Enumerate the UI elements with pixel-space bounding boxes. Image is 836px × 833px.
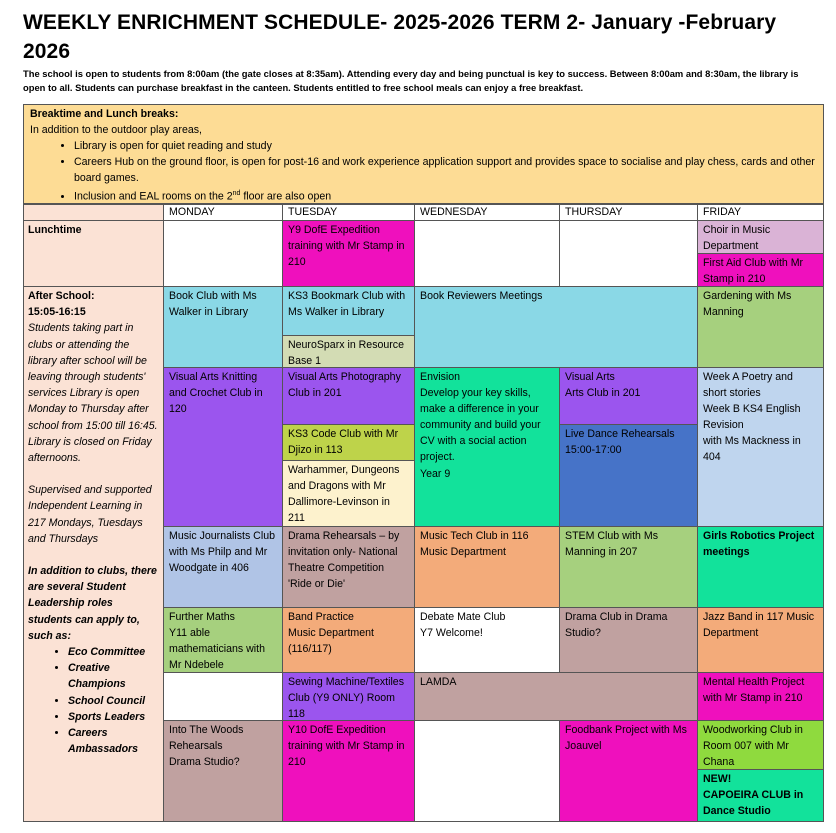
- breaktime-list: [30, 138, 817, 205]
- slot-wed-6: [415, 721, 560, 822]
- slot-tue-1a: KS3 Bookmark Club with Ms Walker in Library: [283, 287, 415, 336]
- slot-mon-3: Music Journalists Club with Ms Philp and Mr Woodgate in 406: [164, 527, 283, 608]
- after-school-note: Students taking part in clubs or attending the library after school will be leaving through students' services Library is open Monday to Thursday after school from 15:00 till 16:45. Library is closed on Friday afternoons.: [28, 322, 158, 465]
- slot-mon-6: Into The Woods Rehearsals Drama Studio?: [164, 721, 283, 822]
- header-blank: [23, 204, 164, 221]
- slot-tue-3: Drama Rehearsals – by invitation only- National Theatre Competition 'Ride or Die': [283, 527, 415, 608]
- slot-fri-6a: Woodworking Club in Room 007 with Mr Chana: [698, 721, 824, 770]
- slot-tue-2c: Warhammer, Dungeons and Dragons with Mr Dallimore-Levinson in 211: [283, 461, 415, 527]
- role-item: • Careers Ambassadors: [68, 725, 158, 757]
- lunch-monday: [164, 221, 283, 287]
- slot-tue-1b: NeuroSparx in Resource Base 1: [283, 336, 415, 368]
- ordinal-suffix: nd: [232, 190, 241, 198]
- slot-tue-6: Y10 DofE Expedition training with Mr Stamp in 210: [283, 721, 415, 822]
- slot-mon-1: Book Club with Ms Walker in Library: [164, 287, 283, 368]
- role-item: • Creative Champions: [68, 660, 158, 692]
- slot-mon-4: Further Maths Y11 able mathematicians with Mr Ndebele: [164, 608, 283, 673]
- role-item: • Sports Leaders: [68, 709, 158, 725]
- after-school-time: 15:05-16:15: [28, 306, 86, 319]
- slot-tue-4: Band Practice Music Department (116/117): [283, 608, 415, 673]
- slot-thu-2a: Visual Arts Arts Club in 201: [560, 368, 698, 425]
- slot-fri-1: Gardening with Ms Manning: [698, 287, 824, 368]
- slot-wed-3: Music Tech Club in 116 Music Department: [415, 527, 560, 608]
- leadership-roles: [28, 644, 158, 757]
- after-school-heading: After School:: [28, 290, 95, 302]
- slot-thu-2b: Live Dance Rehearsals 15:00-17:00: [560, 425, 698, 527]
- breaktime-section: [23, 104, 824, 204]
- role-item: • School Council: [68, 693, 158, 709]
- day-header-monday: MONDAY: [164, 204, 283, 221]
- slot-thu-3: STEM Club with Ms Manning in 207: [560, 527, 698, 608]
- slot-tue-5: Sewing Machine/Textiles Club (Y9 ONLY) Room 118: [283, 673, 415, 721]
- slot-thu-4: Drama Club in Drama Studio?: [560, 608, 698, 673]
- slot-mon-5: [164, 673, 283, 721]
- lunch-tuesday: Y9 DofE Expedition training with Mr Stamp in 210: [283, 221, 415, 287]
- slot-wed-thu-5: LAMDA: [415, 673, 698, 721]
- lunch-wednesday: [415, 221, 560, 287]
- slot-wed-4: Debate Mate Club Y7 Welcome!: [415, 608, 560, 673]
- day-header-friday: FRIDAY: [698, 204, 824, 221]
- slot-fri-5: Mental Health Project with Mr Stamp in 210: [698, 673, 824, 721]
- breaktime-heading: Breaktime and Lunch breaks:: [30, 108, 179, 120]
- slot-fri-2: Week A Poetry and short stories Week B KS4 English Revision with Ms Mackness in 404: [698, 368, 824, 527]
- slot-tue-2a: Visual Arts Photography Club in 201: [283, 368, 415, 425]
- page-title: WEEKLY ENRICHMENT SCHEDULE- 2025-2026 TERM 2- January -February 2026: [23, 11, 777, 63]
- day-header-tuesday: TUESDAY: [283, 204, 415, 221]
- independent-learning-note: Supervised and supported Independent Learning in 217 Mondays, Tuesdays and Thursdays: [28, 484, 152, 545]
- breaktime-lead: In addition to the outdoor play areas,: [30, 124, 202, 137]
- intro-text: The school is open to students from 8:00am (the gate closes at 8:35am). Attending every day and being punctual is key to success. Between 8:00am and 8:30am, the library is open to all. Students can purchase breakfast in the canteen. Students entitled to free school meals can enjoy a free breakfast.: [23, 68, 799, 93]
- slot-tue-2b: KS3 Code Club with Mr Djizo in 113: [283, 425, 415, 461]
- breaktime-item: • Careers Hub on the ground floor, is open for post-16 and work experience application support and provides space to socialise and play chess, cards and other board games.: [74, 154, 817, 186]
- lunch-thursday: [560, 221, 698, 287]
- slot-fri-6b: NEW! CAPOEIRA CLUB in Dance Studio: [698, 770, 824, 822]
- breaktime-item-text: Inclusion and EAL rooms on the 2: [74, 191, 233, 203]
- lunch-friday-first-aid: First Aid Club with Mr Stamp in 210: [698, 254, 824, 287]
- slot-thu-6: Foodbank Project with Ms Joauvel: [560, 721, 698, 822]
- day-header-thursday: THURSDAY: [560, 204, 698, 221]
- slot-fri-4: Jazz Band in 117 Music Department: [698, 608, 824, 673]
- breaktime-item-text: floor are also open: [240, 191, 332, 203]
- lunchtime-label: Lunchtime: [23, 221, 164, 287]
- breaktime-item: [74, 186, 817, 205]
- slot-wed-thu-1: Book Reviewers Meetings: [415, 287, 698, 368]
- slot-wed-2: Envision Develop your key skills, make a difference in your community and build your CV with a social action project. Year 9: [415, 368, 560, 527]
- breaktime-item: • Library is open for quiet reading and study: [74, 138, 817, 154]
- leadership-note: In addition to clubs, there are several Student Leadership roles students can apply to, such as:: [28, 565, 157, 642]
- lunch-friday-choir: Choir in Music Department: [698, 221, 824, 254]
- slot-mon-2: Visual Arts Knitting and Crochet Club in 120: [164, 368, 283, 527]
- role-item: • Eco Committee: [68, 644, 158, 660]
- slot-fri-3: Girls Robotics Project meetings: [698, 527, 824, 608]
- after-school-info: [23, 287, 164, 822]
- day-header-wednesday: WEDNESDAY: [415, 204, 560, 221]
